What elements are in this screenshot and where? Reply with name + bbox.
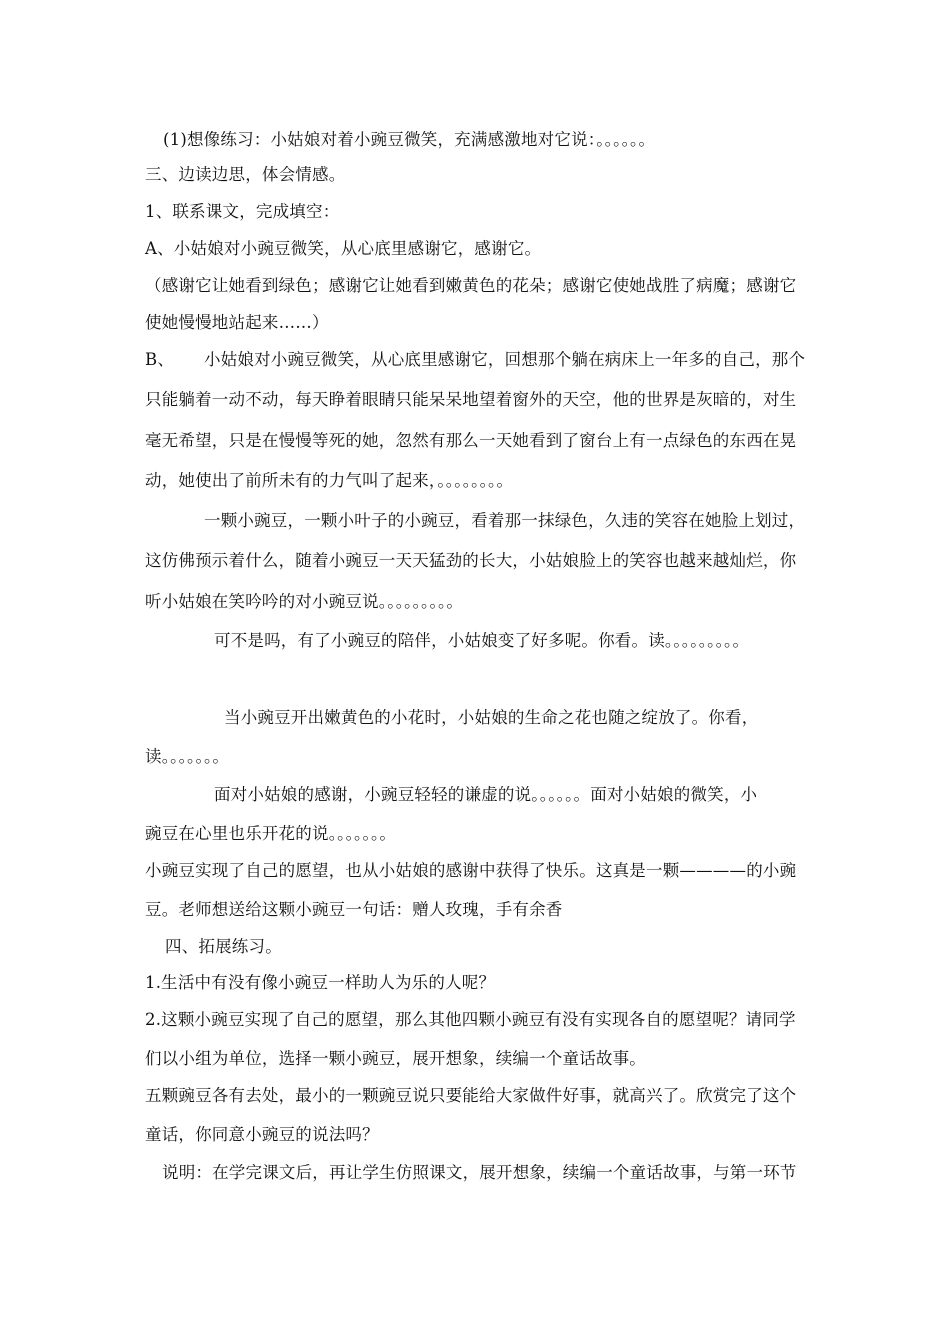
section-three-heading: 三、边读边思，体会情感。 [145, 165, 346, 184]
fill-in-instruction: 1、联系课文，完成填空： [145, 202, 340, 221]
extension-question-1: 1.生活中有没有像小豌豆一样助人为乐的人呢？ [145, 973, 496, 992]
section-four-heading: 四、拓展练习。 [165, 937, 282, 956]
extension-question-2-line-1: 2.这颗小豌豆实现了自己的愿望，那么其他四颗小豌豆有没有实现各自的愿望呢？请同学 [145, 1010, 796, 1029]
five-peas-line-2: 童话，你同意小豌豆的说法吗？ [145, 1125, 379, 1144]
paragraph-pea-line-2: 这仿佛预示着什么，随着小豌豆一天天猛劲的长大，小姑娘脸上的笑容也越来越灿烂，你 [145, 551, 797, 570]
paragraph-companion-line: 可不是吗，有了小豌豆的陪伴，小姑娘变了好多呢。你看。读。。。。。。。。。 [214, 631, 750, 650]
paragraph-thanks-line-1: 面对小姑娘的感谢，小豌豆轻轻的谦虚的说。。。。。。面对小姑娘的微笑，小 [214, 785, 758, 804]
item-b-marker: B、 [145, 350, 175, 369]
item-b-line-2: 只能躺着一动不动，每天睁着眼睛只能呆呆地望着窗外的天空，他的世界是灰暗的，对生 [145, 390, 797, 409]
paragraph-bloom-line-1: 当小豌豆开出嫩黄色的小花时，小姑娘的生命之花也随之绽放了。你看， [224, 708, 759, 727]
item-b-line-4: 动，她使出了前所未有的力气叫了起来，。。。。。。。。 [145, 471, 514, 490]
item-b-line-3: 毫无希望，只是在慢慢等死的她，忽然有那么一天她看到了窗台上有一点绿色的东西在晃 [145, 431, 797, 450]
item-a-answer-line-2: 使她慢慢地站起来……） [145, 313, 329, 332]
five-peas-line-1: 五颗豌豆各有去处，最小的一颗豌豆说只要能给大家做件好事，就高兴了。欣赏完了这个 [145, 1086, 797, 1105]
item-a-answer-line-1: （感谢它让她看到绿色；感谢它让她看到嫩黄色的花朵；感谢它使她战胜了病魔；感谢它 [145, 276, 797, 295]
explanation-line: 说明：在学完课文后，再让学生仿照课文，展开想象，续编一个童话故事，与第一环节 [162, 1163, 797, 1182]
exercise-imagine-line: (1)想像练习：小姑娘对着小豌豆微笑，充满感激地对它说：。。。。。。 [163, 130, 656, 149]
extension-question-2-line-2: 们以小组为单位，选择一颗小豌豆，展开想象，续编一个童话故事。 [145, 1049, 646, 1068]
paragraph-pea-line-3: 听小姑娘在笑吟吟的对小豌豆说。。。。。。。。。 [145, 592, 464, 611]
paragraph-wish-line-1: 小豌豆实现了自己的愿望，也从小姑娘的感谢中获得了快乐。这真是一颗————的小豌 [145, 861, 797, 880]
item-b-line-1: 小姑娘对小豌豆微笑，从心底里感谢它，回想那个躺在病床上一年多的自己，那个 [204, 350, 806, 369]
paragraph-pea-line-1: 一颗小豌豆，一颗小叶子的小豌豆，看着那一抹绿色，久违的笑容在她脸上划过， [204, 511, 806, 530]
item-a-line: A、小姑娘对小豌豆微笑，从心底里感谢它，感谢它。 [145, 239, 542, 258]
paragraph-wish-line-2: 豆。老师想送给这颗小豌豆一句话：赠人玫瑰，手有余香 [145, 900, 563, 919]
paragraph-thanks-line-2: 豌豆在心里也乐开花的说。。。。。。。 [145, 824, 397, 843]
paragraph-bloom-line-2: 读。。。。。。。 [145, 747, 230, 766]
